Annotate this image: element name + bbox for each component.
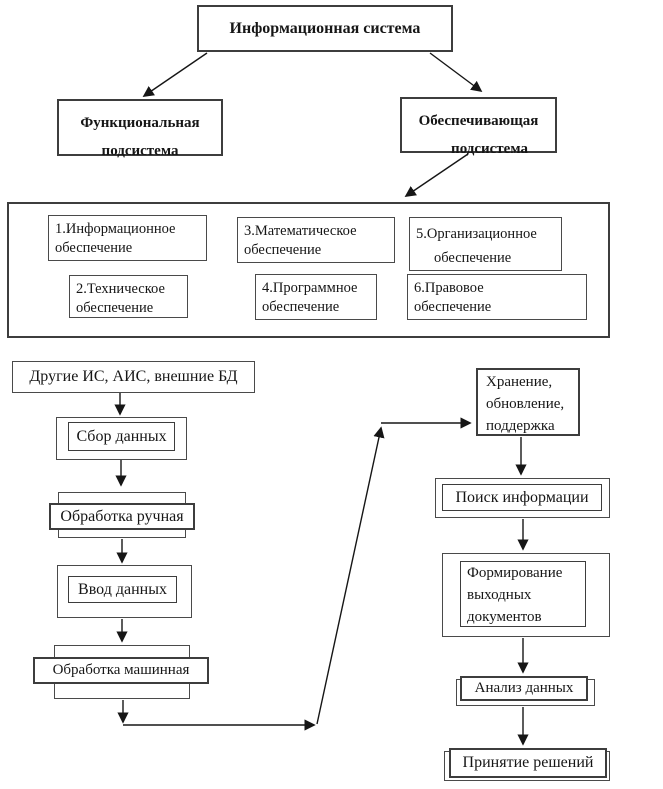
- node-data-collection: [56, 417, 187, 460]
- node-support-organizational: [409, 217, 562, 271]
- node-label-line: Функциональная: [80, 115, 200, 131]
- node-manual-processing: [49, 503, 195, 530]
- node-support-mathematical: [237, 217, 395, 263]
- node-label-line: 5.Организационное: [416, 226, 537, 242]
- node-label-line: обеспечение: [262, 299, 340, 315]
- node-label-line: 6.Правовое: [414, 280, 484, 296]
- node-label-line: обеспечение: [434, 250, 512, 266]
- node-label: Сбор данных: [76, 427, 167, 445]
- node-label-line: документов: [467, 609, 542, 625]
- node-label-line: поддержка: [486, 418, 555, 434]
- node-label: Другие ИС, АИС, внешние БД: [29, 368, 238, 385]
- node-data-entry-inner: [68, 576, 177, 603]
- node-output-documents-inner: [460, 561, 586, 627]
- node-data-analysis: [460, 676, 588, 701]
- node-label-line: Обеспечивающая: [418, 113, 539, 129]
- node-support-legal: [407, 274, 587, 320]
- node-label: Информационная система: [229, 19, 421, 37]
- node-label: Обработка ручная: [60, 507, 184, 525]
- node-functional-subsystem: [57, 99, 223, 159]
- node-label-line: подсистема: [101, 143, 179, 159]
- node-output-documents: [442, 553, 610, 637]
- node-label-line: 3.Математическое: [244, 223, 357, 239]
- node-label: Анализ данных: [474, 680, 574, 696]
- node-external-sources: [12, 361, 255, 393]
- arrow-root-to-functional: [144, 53, 207, 96]
- node-information-system: [197, 5, 453, 52]
- node-info-search-inner: [442, 484, 602, 511]
- node-machine-processing: [33, 657, 209, 684]
- node-label-line: обеспечение: [76, 300, 154, 316]
- node-label-line: выходных: [467, 587, 532, 603]
- node-support-information: [48, 215, 207, 261]
- node-data-collection-inner: [68, 422, 175, 451]
- node-label: Обработка машинная: [52, 662, 190, 678]
- node-storage-update-support: [476, 368, 580, 436]
- node-label-line: 1.Информационное: [55, 221, 176, 237]
- node-label-line: подсистема: [451, 141, 528, 157]
- node-label-line: обеспечение: [414, 299, 492, 315]
- node-label: Принятие решений: [462, 754, 594, 771]
- node-providing-subsystem: [400, 97, 557, 157]
- node-label-line: обновление,: [486, 396, 565, 412]
- node-data-entry: [57, 565, 192, 618]
- line-diagonal-up: [317, 428, 381, 724]
- node-label: Ввод данных: [78, 580, 167, 598]
- node-label-line: Формирование: [467, 565, 563, 581]
- node-label-line: обеспечение: [55, 240, 133, 256]
- node-info-search: [435, 478, 610, 518]
- node-label-line: обеспечение: [244, 242, 322, 258]
- node-support-technical: [69, 275, 188, 318]
- node-label-line: 2.Техническое: [76, 281, 165, 297]
- node-label-line: Хранение,: [486, 374, 553, 390]
- arrow-root-to-providing: [430, 53, 481, 91]
- node-label-line: 4.Программное: [262, 280, 358, 296]
- node-label: Поиск информации: [455, 488, 589, 506]
- node-support-software: [255, 274, 377, 320]
- node-decision-making: [449, 748, 607, 778]
